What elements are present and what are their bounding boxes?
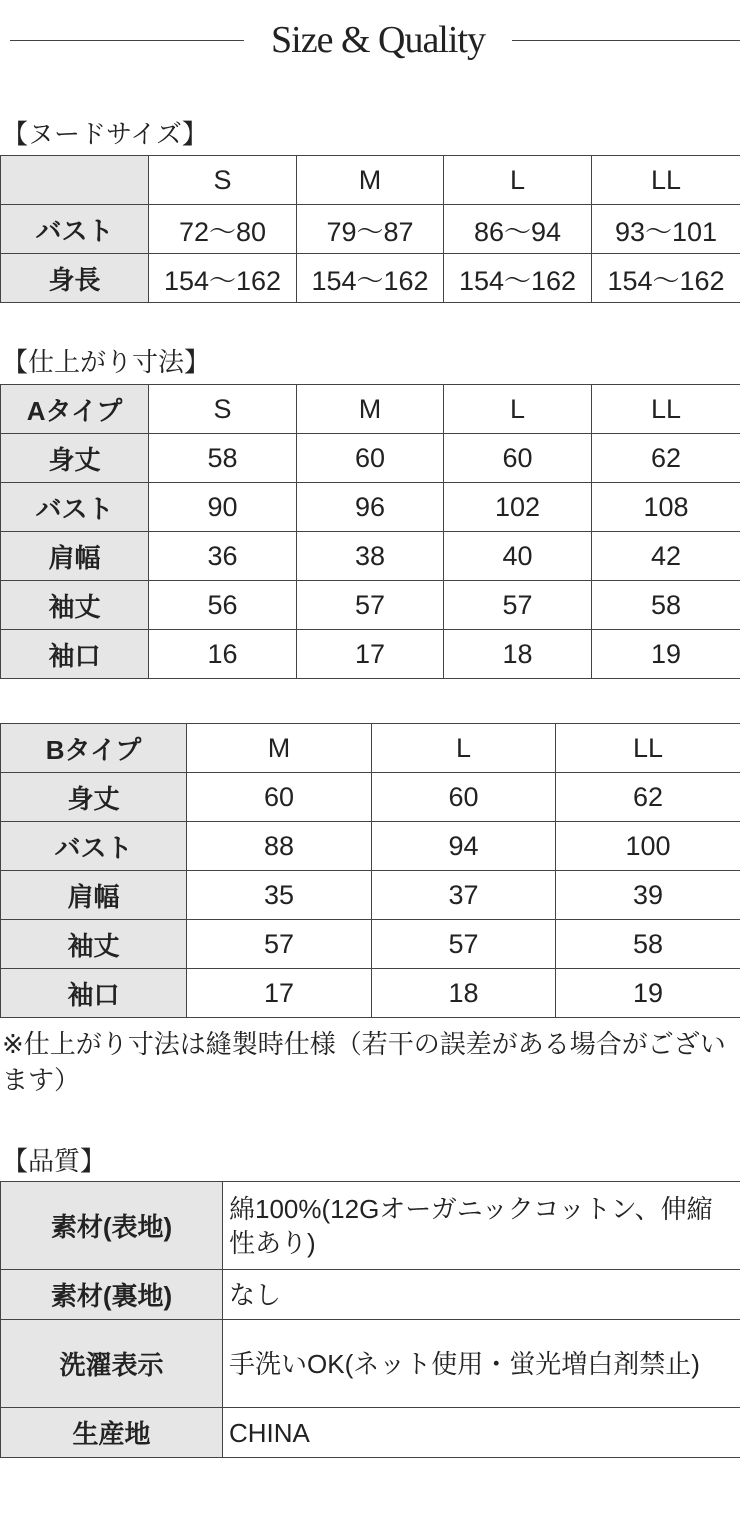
row-header: 生産地	[1, 1408, 223, 1458]
table-cell: 40	[444, 532, 592, 581]
table-cell: 19	[592, 630, 740, 679]
table-cell: 108	[592, 483, 740, 532]
table-cell: 19	[556, 969, 740, 1018]
table-cell: 57	[372, 920, 556, 969]
table-cell: 88	[187, 822, 372, 871]
row-header: 袖口	[1, 630, 149, 679]
row-header: 身長	[1, 254, 149, 303]
table-row	[1, 205, 740, 254]
table-cell: 56	[149, 581, 297, 630]
size-header: M	[297, 385, 444, 434]
table-cell: 72〜80	[149, 205, 297, 254]
table-cell: 35	[187, 871, 372, 920]
table-cell: 綿100%(12Gオーガニックコットン、伸縮性あり)	[223, 1182, 740, 1270]
table-cell: CHINA	[223, 1408, 740, 1458]
size-header: M	[297, 156, 444, 205]
size-header: M	[187, 724, 372, 773]
row-header: バスト	[1, 822, 187, 871]
size-header: S	[149, 156, 297, 205]
table-cell: 58	[556, 920, 740, 969]
size-header: L	[444, 385, 592, 434]
table-cell: 58	[149, 434, 297, 483]
table-cell: 42	[592, 532, 740, 581]
nude-size-table	[0, 155, 740, 303]
table-cell: 60	[372, 773, 556, 822]
row-header: 肩幅	[1, 532, 149, 581]
type-a-header: Aタイプ	[1, 385, 149, 434]
table-cell: 154〜162	[297, 254, 444, 303]
table-cell: 90	[149, 483, 297, 532]
page-title: Size & Quality	[271, 19, 485, 61]
table-cell: 102	[444, 483, 592, 532]
table-cell: 16	[149, 630, 297, 679]
table-cell: 17	[187, 969, 372, 1018]
row-header: 素材(裏地)	[1, 1270, 223, 1320]
table-cell: 62	[556, 773, 740, 822]
measurement-note: ※仕上がり寸法は縫製時仕様（若干の誤差がある場合がございます）	[2, 1029, 726, 1095]
table-cell: 62	[592, 434, 740, 483]
table-cell: なし	[223, 1270, 740, 1320]
size-header: L	[444, 156, 592, 205]
row-header: 袖丈	[1, 581, 149, 630]
table-row	[1, 156, 740, 205]
table-row	[1, 385, 740, 434]
size-header: L	[372, 724, 556, 773]
table-row	[1, 434, 740, 483]
table-row	[1, 630, 740, 679]
size-header: LL	[592, 385, 740, 434]
row-header: 身丈	[1, 434, 149, 483]
type-b-table	[0, 723, 740, 1018]
table-cell: 36	[149, 532, 297, 581]
table-cell: 18	[372, 969, 556, 1018]
title-bar	[0, 14, 740, 70]
table-cell: 100	[556, 822, 740, 871]
table-cell: 手洗いOK(ネット使用・蛍光増白剤禁止)	[223, 1320, 740, 1408]
table-cell: 79〜87	[297, 205, 444, 254]
row-header: 洗濯表示	[1, 1320, 223, 1408]
table-cell: 60	[444, 434, 592, 483]
table-row	[1, 581, 740, 630]
table-row	[1, 483, 740, 532]
table-cell: 18	[444, 630, 592, 679]
table-cell: 96	[297, 483, 444, 532]
table-row	[1, 920, 740, 969]
row-header: 肩幅	[1, 871, 187, 920]
table-row	[1, 1182, 740, 1270]
type-a-table	[0, 384, 740, 679]
table-cell: 57	[187, 920, 372, 969]
table-cell: 58	[592, 581, 740, 630]
table-cell: 38	[297, 532, 444, 581]
row-header: 袖口	[1, 969, 187, 1018]
row-header: 素材(表地)	[1, 1182, 223, 1270]
size-header: S	[149, 385, 297, 434]
table-row	[1, 1408, 740, 1458]
row-header: 袖丈	[1, 920, 187, 969]
quality-label: 【品質】	[2, 1146, 107, 1176]
table-cell: 17	[297, 630, 444, 679]
type-b-header: Bタイプ	[1, 724, 187, 773]
table-row	[1, 969, 740, 1018]
table-row	[1, 1270, 740, 1320]
finished-size-label: 【仕上がり寸法】	[2, 347, 211, 377]
table-row	[1, 532, 740, 581]
table-row	[1, 822, 740, 871]
quality-table	[0, 1181, 740, 1458]
table-row	[1, 871, 740, 920]
table-row	[1, 1320, 740, 1408]
table-cell: 154〜162	[592, 254, 740, 303]
table-cell: 57	[297, 581, 444, 630]
table-row	[1, 724, 740, 773]
size-header: LL	[556, 724, 740, 773]
table-cell: 60	[187, 773, 372, 822]
table-row	[1, 773, 740, 822]
table-cell: 37	[372, 871, 556, 920]
row-header: 身丈	[1, 773, 187, 822]
table-cell: 154〜162	[149, 254, 297, 303]
table-row	[1, 254, 740, 303]
title-divider-right	[512, 40, 740, 41]
header-cell-empty	[1, 156, 149, 205]
nude-size-label: 【ヌードサイズ】	[2, 119, 208, 149]
table-cell: 57	[444, 581, 592, 630]
row-header: バスト	[1, 205, 149, 254]
table-cell: 154〜162	[444, 254, 592, 303]
size-header: LL	[592, 156, 740, 205]
table-cell: 94	[372, 822, 556, 871]
table-cell: 93〜101	[592, 205, 740, 254]
table-cell: 86〜94	[444, 205, 592, 254]
row-header: バスト	[1, 483, 149, 532]
table-cell: 39	[556, 871, 740, 920]
title-divider-left	[10, 40, 244, 41]
table-cell: 60	[297, 434, 444, 483]
